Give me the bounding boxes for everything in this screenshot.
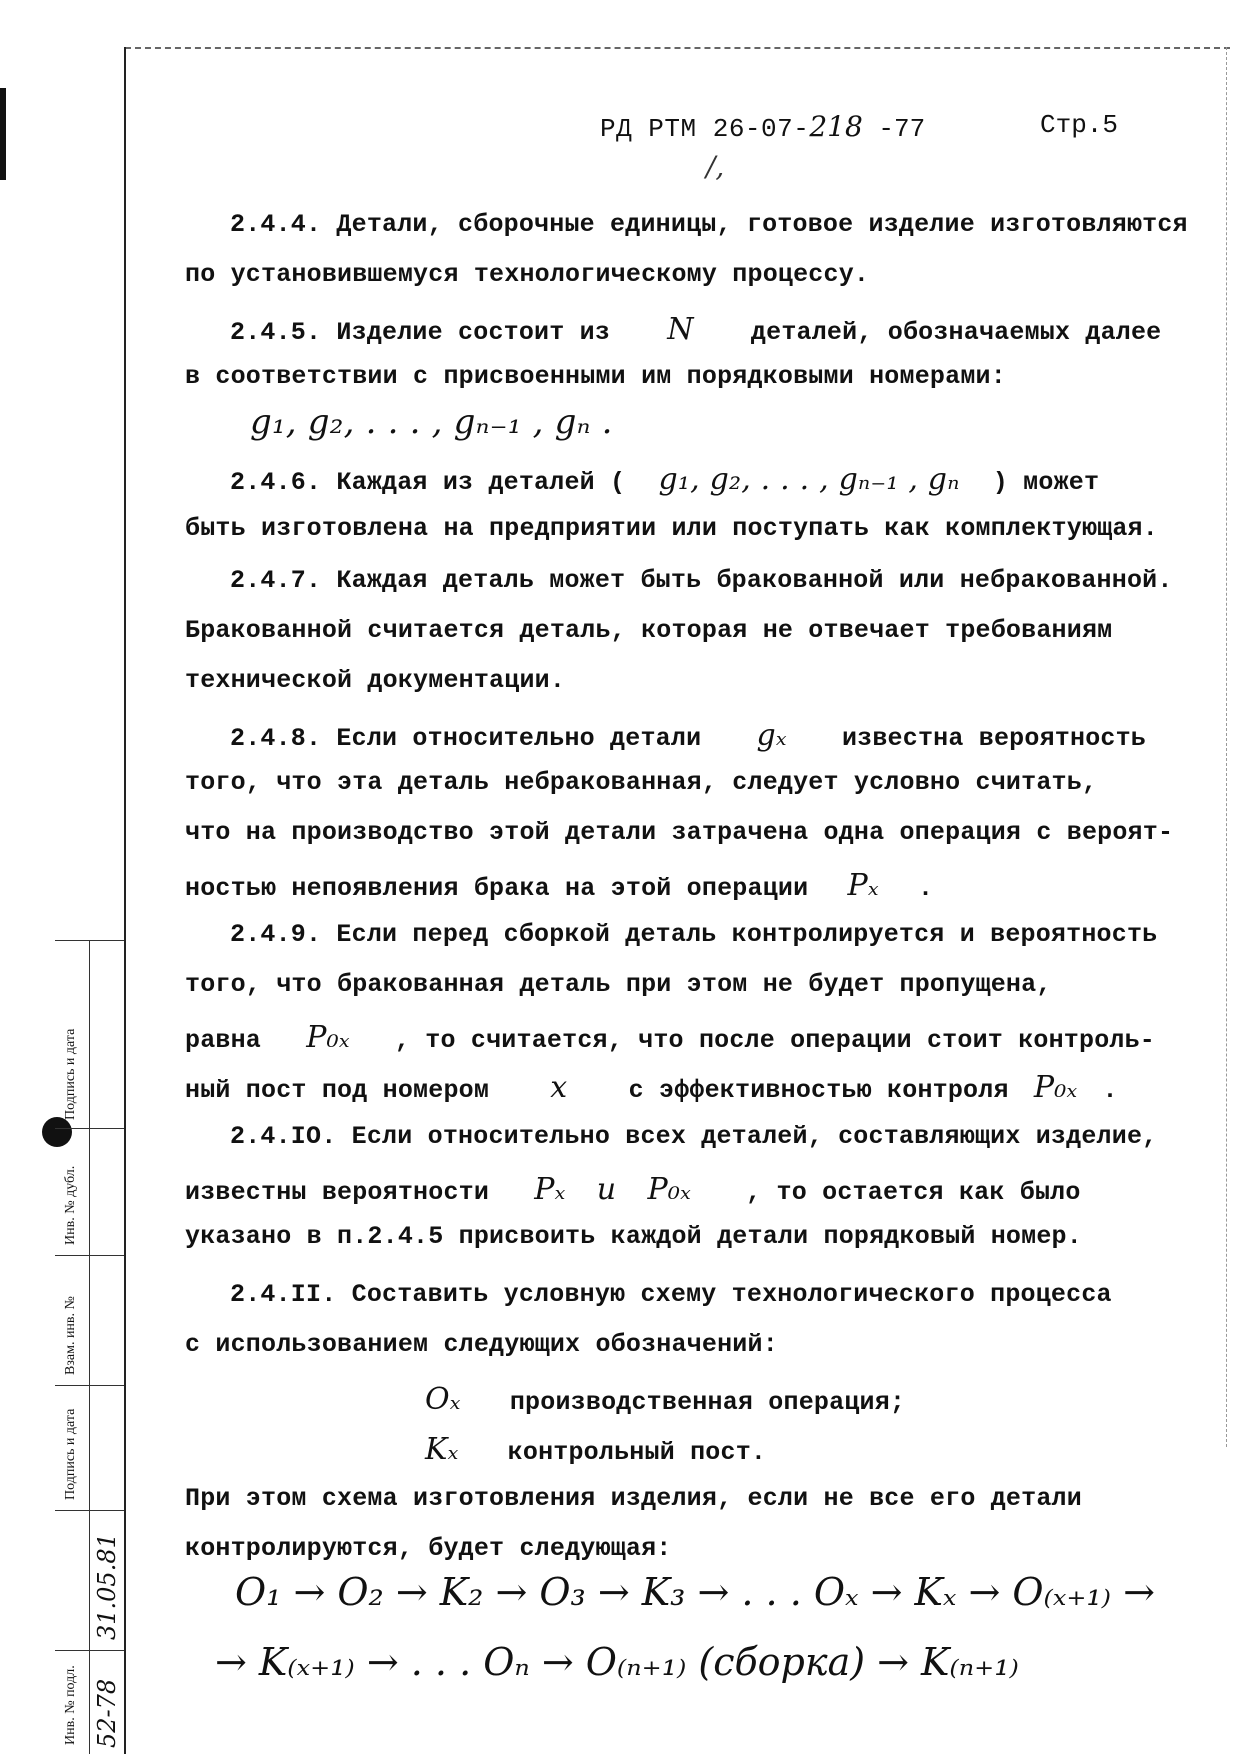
- handwritten-symbol: Pₓ: [534, 1172, 566, 1207]
- paragraph-line: быть изготовлена на предприятии или поступать как комплектующая.: [185, 514, 1158, 543]
- paragraph-line: [185, 868, 933, 903]
- stamp-label: Подпись и дата: [63, 1028, 78, 1120]
- stamp-signature-date: 31.05.81: [93, 1533, 121, 1640]
- paragraph-line: по установившемуся технологическому процессу.: [185, 260, 870, 289]
- operation-symbol: Oₓ: [425, 1382, 461, 1417]
- handwritten-symbol: N: [667, 312, 694, 347]
- right-border: [1226, 47, 1227, 1447]
- left-border: [124, 47, 126, 1754]
- text-segment: .: [917, 874, 934, 903]
- text-segment: деталей, обозначаемых далее: [750, 318, 1162, 347]
- page-number: Стр.5: [1040, 110, 1119, 140]
- document-code: [600, 110, 925, 144]
- text-segment: ный пост под номером: [185, 1076, 490, 1105]
- paragraph-line: [185, 1172, 1081, 1207]
- document-code-prefix: РД РТМ 26-07-: [600, 114, 810, 144]
- handwritten-mark: /,: [706, 150, 725, 183]
- paragraph-line: [185, 1070, 1118, 1105]
- text-segment: .: [1102, 1076, 1118, 1105]
- handwritten-list: g₁, g₂, . . . , gₙ₋₁ , gₙ: [658, 462, 960, 497]
- text-segment: 2.4.5. Изделие состоит из: [230, 318, 611, 347]
- stamp-divider: [89, 940, 90, 1754]
- text-segment: , то остается как было: [746, 1178, 1081, 1207]
- paragraph-line: При этом схема изготовления изделия, если не все его детали: [185, 1484, 1082, 1513]
- paragraph-line: 2.4.4. Детали, сборочные единицы, готовое изделие изготовляются: [230, 210, 1188, 239]
- text-segment: известна вероятность: [841, 724, 1147, 753]
- process-formula-line: O₁ → O₂ → K₂ → O₃ → K₃ → . . . Oₓ → Kₓ → O₍ₓ₊₁₎ →: [235, 1570, 1155, 1614]
- paragraph-line: того, что бракованная деталь при этом не будет пропущена,: [185, 970, 1052, 999]
- control-post-symbol: Kₓ: [425, 1432, 459, 1467]
- text-segment: 2.4.8. Если относительно детали: [230, 724, 702, 753]
- handwritten-symbol: и: [596, 1172, 617, 1207]
- process-formula-line: → K₍ₓ₊₁₎ → . . . Oₙ → O₍ₙ₊₁₎ (сборка) → K₍ₙ₊₁₎: [215, 1640, 1019, 1684]
- paragraph-line: Бракованной считается деталь, которая не отвечает требованиям: [185, 616, 1113, 645]
- handwritten-symbol: Pₓ: [847, 868, 879, 903]
- paragraph-line: технической документации.: [185, 666, 566, 695]
- stamp-label: Инв. № дубл.: [63, 1165, 78, 1245]
- stamp-cell-border: [55, 1255, 124, 1256]
- handwritten-symbol: x: [550, 1070, 568, 1105]
- margin-stamp: [55, 940, 124, 1754]
- paragraph-line: указано в п.2.4.5 присвоить каждой детали порядковый номер.: [185, 1222, 1082, 1251]
- stamp-cell-border: [55, 940, 124, 941]
- paragraph-line: [230, 718, 1146, 753]
- text-segment: , то считается, что после операции стоит контроль-: [394, 1026, 1156, 1055]
- handwritten-list: g₁, g₂, . . . , gₙ₋₁ , gₙ .: [250, 402, 613, 442]
- text-segment: производственная операция;: [509, 1388, 906, 1417]
- paragraph-line: того, что эта деталь небракованная, следует условно считать,: [185, 768, 1098, 797]
- paragraph-line: с использованием следующих обозначений:: [185, 1330, 778, 1359]
- paragraph-line: 2.4.II. Составить условную схему технологического процесса: [230, 1280, 1112, 1309]
- handwritten-symbol: P₀ₓ: [1033, 1070, 1078, 1105]
- text-segment: 2.4.6. Каждая из деталей (: [230, 468, 626, 497]
- paragraph-line: 2.4.IO. Если относительно всех деталей, составляющих изделие,: [230, 1122, 1158, 1151]
- stamp-label: Подпись и дата: [63, 1408, 78, 1500]
- document-year: -77: [878, 114, 926, 144]
- stamp-label: Инв. № подл.: [63, 1665, 78, 1745]
- legend-line: [425, 1382, 905, 1417]
- stamp-label: Взам. инв. №: [63, 1296, 78, 1375]
- margin-mark: [0, 88, 6, 180]
- handwritten-symbol: P₀ₓ: [306, 1020, 350, 1055]
- paragraph-line: контролируются, будет следующая:: [185, 1534, 672, 1563]
- text-segment: равна: [185, 1026, 262, 1055]
- paragraph-line: [185, 1020, 1155, 1055]
- text-segment: известны вероятности: [185, 1178, 490, 1207]
- text-segment: ностью непоявления брака на этой операции: [185, 874, 809, 903]
- paragraph-line: [230, 462, 1099, 497]
- handwritten-symbol: gₓ: [756, 718, 787, 753]
- text-segment: ) может: [992, 468, 1100, 497]
- stamp-cell-border: [55, 1650, 124, 1651]
- paragraph-line: 2.4.9. Если перед сборкой деталь контролируется и вероятность: [230, 920, 1158, 949]
- legend-line: [425, 1432, 766, 1467]
- stamp-inventory-number: 52-78: [93, 1678, 121, 1748]
- stamp-cell-border: [55, 1385, 124, 1386]
- top-border: [125, 47, 1230, 49]
- text-segment: контрольный пост.: [507, 1438, 767, 1467]
- paragraph-line: 2.4.7. Каждая деталь может быть бракованной или небракованной.: [230, 566, 1173, 595]
- document-number: 218: [809, 110, 863, 143]
- text-segment: с эффективностью контроля: [628, 1076, 1009, 1105]
- paragraph-line: что на производство этой детали затрачена одна операция с вероят-: [185, 818, 1174, 847]
- stamp-cell-border: [55, 1510, 124, 1511]
- stamp-cell-border: [55, 1128, 124, 1129]
- paragraph-line: в соответствии с присвоенными им порядковыми номерами:: [185, 362, 1006, 391]
- paragraph-line: [230, 312, 1161, 347]
- handwritten-symbol: P₀ₓ: [647, 1172, 691, 1207]
